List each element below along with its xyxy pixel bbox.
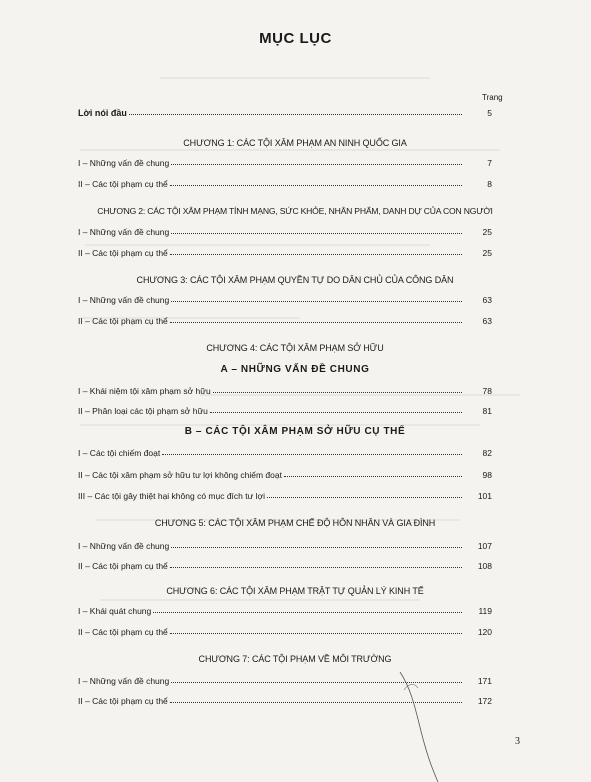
toc-entry-label: I – Những vấn đề chung xyxy=(78,676,170,686)
toc-entry-label: III – Các tội gây thiệt hại không có mục đích tư lợi xyxy=(78,491,266,501)
page-column-label: Trang xyxy=(482,93,503,102)
chapter-6-heading: CHƯƠNG 6: CÁC TỘI XÂM PHẠM TRẬT TỰ QUẢN LÝ KINH TẾ xyxy=(166,586,424,596)
part-a-heading: A – NHỮNG VẤN ĐỀ CHUNG xyxy=(220,364,370,375)
chapter-7-heading: CHƯƠNG 7: CÁC TỘI PHẠM VỀ MÔI TRƯỜNG xyxy=(198,654,392,664)
toc-entry-label: II – Các tội phạm cụ thể xyxy=(78,561,168,571)
page-title: MỤC LỤC xyxy=(259,30,332,47)
chapter-5-heading: CHƯƠNG 5: CÁC TỘI XÂM PHẠM CHẾ ĐỘ HÔN NHÂN VÀ GIA ĐÌNH xyxy=(154,518,436,528)
toc-entry-page: 172 xyxy=(477,696,492,706)
toc-entry-label: II – Các tội phạm cụ thể xyxy=(78,179,168,189)
toc-entry-label: II – Các tội phạm cụ thể xyxy=(78,248,168,258)
toc-entry-page: 78 xyxy=(482,386,492,396)
toc-entry-page: 101 xyxy=(477,491,492,501)
page-number: 3 xyxy=(515,736,520,747)
toc-entry-label: I – Những vấn đề chung xyxy=(78,295,170,305)
toc-entry-page: 5 xyxy=(487,108,492,118)
toc-entry-label: II – Các tội phạm cụ thể xyxy=(78,627,168,637)
toc-entry-page: 63 xyxy=(482,316,492,326)
toc-entry-page: 25 xyxy=(482,248,492,258)
toc-entry-label: I – Khái quát chung xyxy=(78,606,152,616)
toc-entry-page: 120 xyxy=(477,627,492,637)
toc-entry-page: 119 xyxy=(478,606,492,616)
toc-entry-label: II – Các tội phạm cụ thể xyxy=(78,696,168,706)
toc-entry-page: 8 xyxy=(487,179,492,189)
toc-entry-label: I – Những vấn đề chung xyxy=(78,227,170,237)
toc-entry-page: 98 xyxy=(482,470,492,480)
chapter-3-heading: CHƯƠNG 3: CÁC TỘI XÂM PHẠM QUYỀN TỰ DO DÂN CHỦ CỦA CÔNG DÂN xyxy=(136,275,454,285)
toc-entry-label: Lời nói đầu xyxy=(78,108,127,118)
toc-entry-page: 82 xyxy=(482,448,492,458)
toc-entry-label: II – Các tội phạm cụ thể xyxy=(78,316,168,326)
toc-entry-page: 81 xyxy=(482,406,492,416)
chapter-2-heading: CHƯƠNG 2: CÁC TỘI XÂM PHẠM TÍNH MẠNG, SỨC KHỎE, NHÂN PHẨM, DANH DỰ CỦA CON NGƯỜI xyxy=(97,206,493,216)
part-b-heading: B – CÁC TỘI XÂM PHẠM SỞ HỮU CỤ THỂ xyxy=(184,426,406,437)
toc-entry-label: I – Các tội chiếm đoạt xyxy=(78,448,161,458)
toc-entry-label: I – Những vấn đề chung xyxy=(78,158,170,168)
toc-entry-page: 63 xyxy=(482,295,492,305)
toc-entry-label: II – Phân loại các tội phạm sở hữu xyxy=(78,406,208,416)
toc-entry-page: 171 xyxy=(477,676,492,686)
toc-entry-page: 7 xyxy=(487,158,492,168)
chapter-1-heading: CHƯƠNG 1: CÁC TỘI XÂM PHẠM AN NINH QUỐC GIA xyxy=(183,138,407,148)
toc-entry-page: 107 xyxy=(477,541,492,551)
toc-entry-label: I – Khái niệm tội xâm phạm sở hữu xyxy=(78,386,211,396)
toc-entry-page: 25 xyxy=(482,227,492,237)
toc-entry-page: 108 xyxy=(477,561,492,571)
toc-entry-label: I – Những vấn đề chung xyxy=(78,541,170,551)
chapter-4-heading: CHƯƠNG 4: CÁC TỘI XÂM PHẠM SỞ HỮU xyxy=(206,343,384,353)
toc-entry-label: II – Các tội xâm phạm sở hữu tư lợi không chiếm đoạt xyxy=(78,470,282,480)
